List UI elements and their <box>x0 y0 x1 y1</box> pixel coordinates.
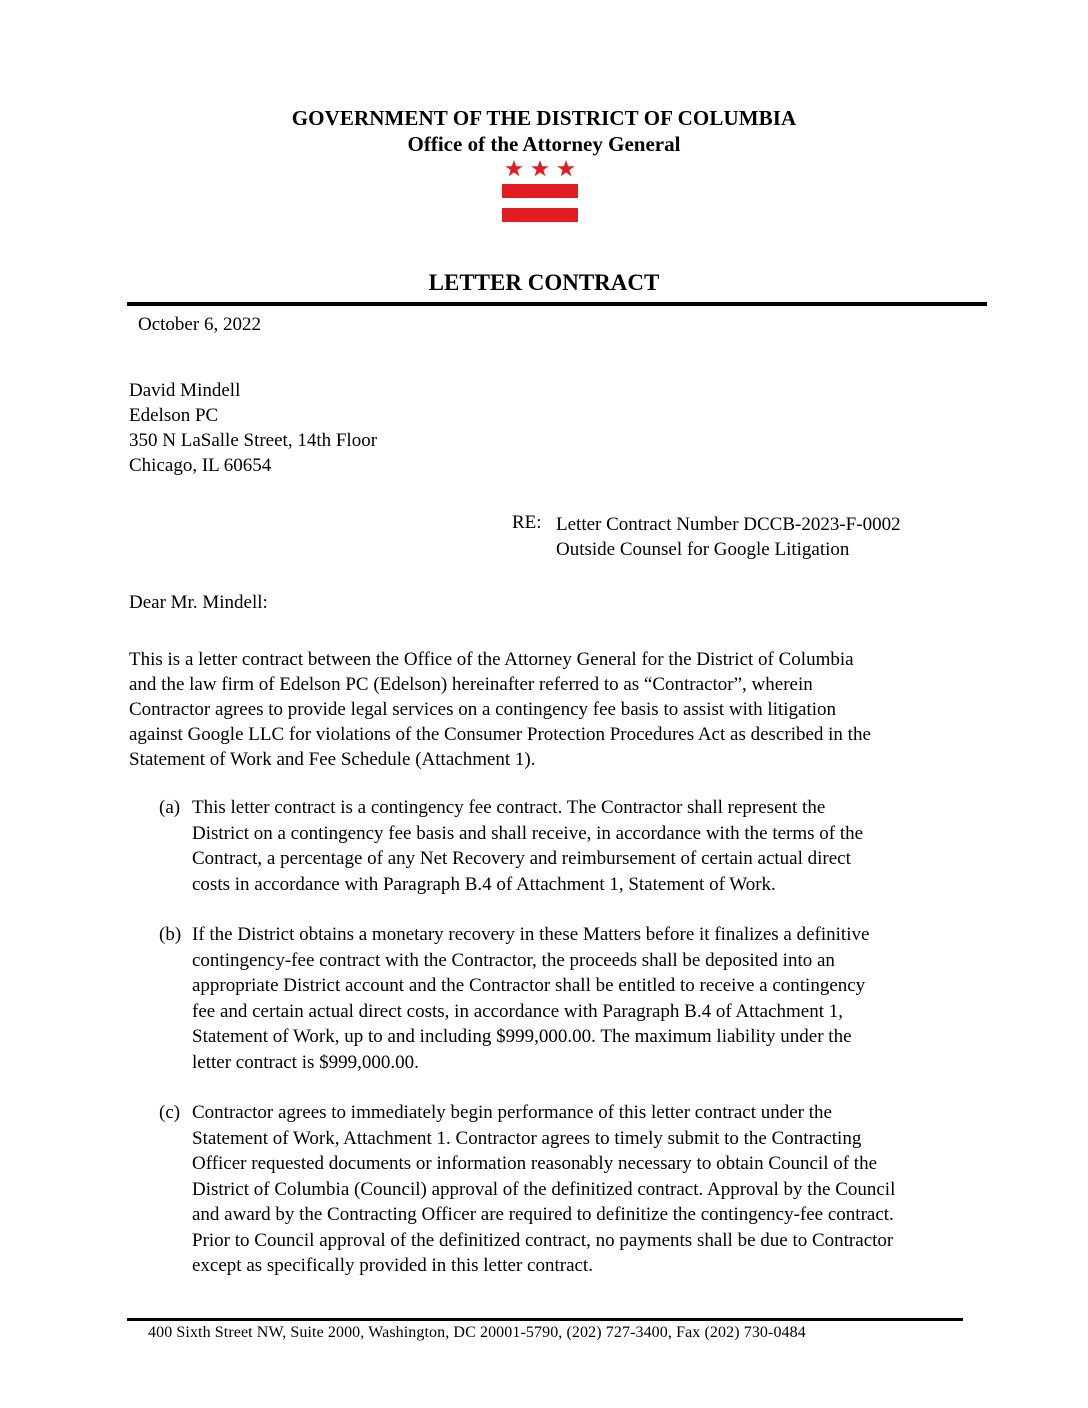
paragraph-line: If the District obtains a monetary recovery in these Matters before it finalizes a definitive <box>192 924 870 945</box>
intro-paragraph <box>129 647 969 772</box>
list-marker: (a) <box>159 797 181 818</box>
list-item-body <box>192 1100 895 1279</box>
header-divider <box>127 302 987 306</box>
paragraph-line: fee and certain actual direct costs, in accordance with Paragraph B.4 of Attachment 1, <box>192 1000 844 1022</box>
flag-star-2 <box>531 160 548 176</box>
paragraph-line: This is a letter contract between the Office of the Attorney General for the District of Columbia <box>129 649 854 670</box>
flag-star-3 <box>557 160 574 176</box>
paragraph-line: appropriate District account and the Contractor shall be entitled to receive a contingency <box>192 975 866 996</box>
paragraph-line: letter contract is $999,000.00. <box>192 1051 419 1073</box>
flag-bar-top <box>502 184 578 198</box>
recipient-name: David Mindell <box>129 380 241 401</box>
paragraph-line: Prior to Council approval of the definitized contract, no payments shall be due to Contractor <box>192 1229 894 1251</box>
re-line: Letter Contract Number DCCB-2023-F-0002 <box>556 514 901 535</box>
paragraph-line: except as specifically provided in this letter contract. <box>192 1255 593 1276</box>
salutation: Dear Mr. Mindell: <box>129 592 268 613</box>
re-line: Outside Counsel for Google Litigation <box>556 539 850 560</box>
paragraph-line: and award by the Contracting Officer are required to definitize the contingency-fee contract. <box>192 1204 894 1225</box>
recipient-street: 350 N LaSalle Street, 14th Floor <box>129 430 378 451</box>
paragraph-line: District of Columbia (Council) approval of the definitized contract. Approval by the Council <box>192 1178 896 1200</box>
list-item-body <box>192 795 863 897</box>
paragraph-line: This letter contract is a contingency fee contract. The Contractor shall represent the <box>192 797 826 818</box>
paragraph-line: Statement of Work, Attachment 1. Contractor agrees to timely submit to the Contracting <box>192 1127 862 1149</box>
recipient-city: Chicago, IL 60654 <box>129 455 272 476</box>
recipient-firm: Edelson PC <box>129 405 219 426</box>
footer-divider <box>127 1318 963 1321</box>
flag-bar-bottom <box>502 208 578 222</box>
document-title: LETTER CONTRACT <box>428 270 660 295</box>
list-item-body <box>192 922 869 1075</box>
letterhead-office: Office of the Attorney General <box>407 132 681 156</box>
paragraph-line: Contractor agrees to immediately begin performance of this letter contract under the <box>192 1102 832 1123</box>
paragraph-line: Officer requested documents or information reasonably necessary to obtain Council of the <box>192 1153 878 1174</box>
re-label: RE: <box>512 512 542 533</box>
paragraph-line: and the law firm of Edelson PC (Edelson) hereinafter referred to as “Contractor”, wherein <box>129 674 813 695</box>
paragraph-line: costs in accordance with Paragraph B.4 of Attachment 1, Statement of Work. <box>192 873 776 895</box>
footer-address: 400 Sixth Street NW, Suite 2000, Washington, DC 20001-5790, (202) 727-3400, Fax (202) 730-0484 <box>148 1324 806 1341</box>
re-subject <box>556 512 901 562</box>
list-marker: (b) <box>159 924 182 945</box>
paragraph-line: Contract, a percentage of any Net Recovery and reimbursement of certain actual direct <box>192 848 851 869</box>
letterhead-government: GOVERNMENT OF THE DISTRICT OF COLUMBIA <box>291 106 797 130</box>
paragraph-line: Statement of Work, up to and including $999,000.00. The maximum liability under the <box>192 1026 852 1047</box>
paragraph-line: against Google LLC for violations of the Consumer Protection Procedures Act as described in the <box>129 724 871 745</box>
list-marker: (c) <box>159 1102 181 1123</box>
paragraph-line: contingency-fee contract with the Contractor, the proceeds shall be deposited into an <box>192 949 835 971</box>
paragraph-line: Contractor agrees to provide legal services on a contingency fee basis to assist with litigation <box>129 699 837 720</box>
paragraph-line: District on a contingency fee basis and shall receive, in accordance with the terms of the <box>192 822 864 844</box>
paragraph-line: Statement of Work and Fee Schedule (Attachment 1). <box>129 749 536 770</box>
recipient-address <box>129 378 377 478</box>
dc-flag-logo <box>501 158 579 224</box>
flag-star-1 <box>505 160 522 176</box>
letter-date: October 6, 2022 <box>138 314 261 335</box>
